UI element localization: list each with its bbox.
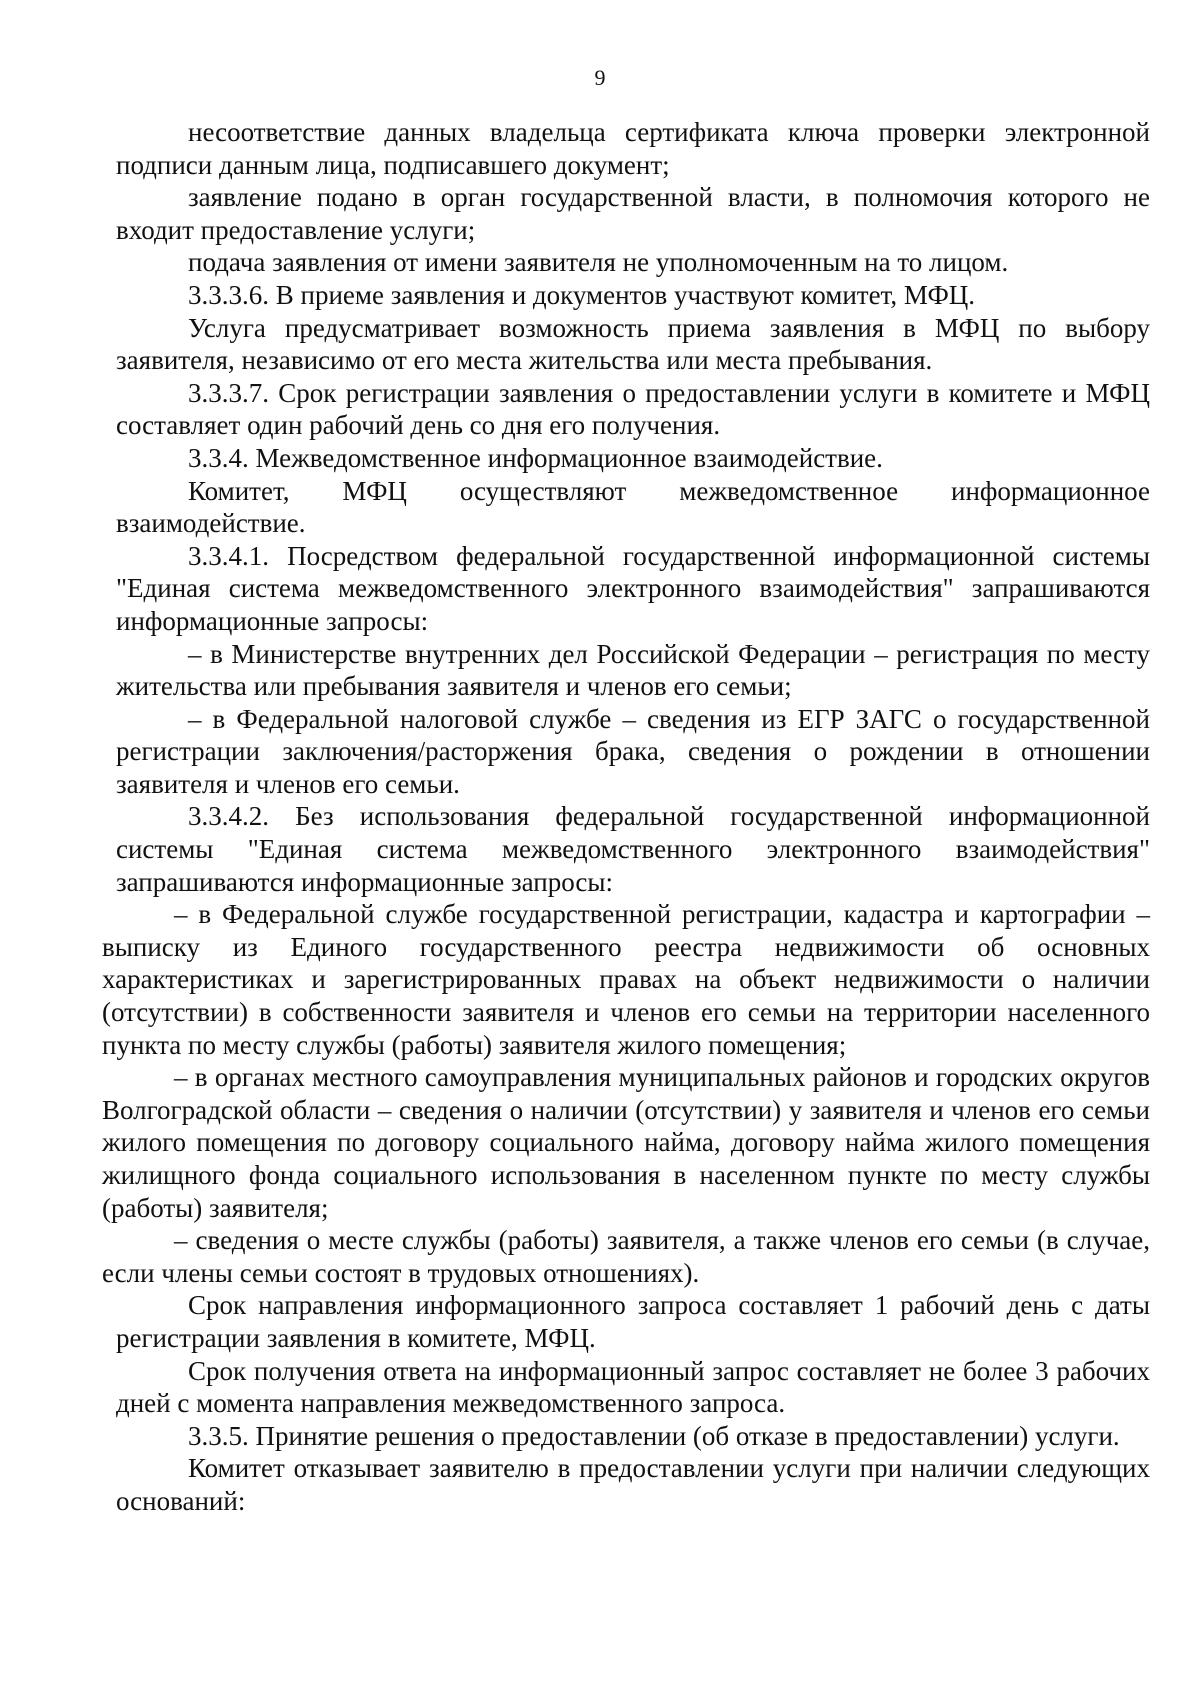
page-number: 9 (594, 65, 606, 90)
paragraph-refusal-grounds: Комитет отказывает заявителю в предоставлении услуги при наличии следующих оснований: (116, 1453, 1150, 1516)
paragraph-interagency-actors: Комитет, МФЦ осуществляют межведомственное информационное взаимодействие. (116, 475, 1150, 539)
paragraph-3-3-5: 3.3.5. Принятие решения о предоставлении (об отказе в предоставлении) услуги. (188, 1420, 1120, 1451)
paragraph-3-3-3-7: 3.3.3.7. Срок регистрации заявления о предоставлении услуги в комитете и МФЦ составляет один рабочий день со дня его получения. (116, 377, 1150, 441)
paragraph-3-3-3-6: 3.3.3.6. В приеме заявления и документов участвуют комитет, МФЦ. (188, 279, 976, 310)
paragraph-mvd-request: – в Министерстве внутренних дел Российской Федерации – регистрация по месту жительства или пребывания заявителя и членов его семьи; (116, 638, 1150, 702)
paragraph-local-government-request: – в органах местного самоуправления муниципальных районов и городских округов Волгоградской области – сведения о наличии (отсутствии) у заявителя и членов его семьи жилого помещения по договору социального найма, договору найма жилого помещения жилищного фонда социального использования в населенном пункте по месту службы (работы) заявителя; (102, 1062, 1150, 1223)
paragraph-employment-info: – сведения о месте службы (работы) заявителя, а также членов его семьи (в случае, если члены семьи состоят в трудовых отношениях). (102, 1225, 1150, 1288)
paragraph-mfc-choice: Услуга предусматривает возможность приема заявления в МФЦ по выбору заявителя, независимо от его места жительства или места пребывания. (116, 312, 1150, 376)
paragraph-3-3-4: 3.3.4. Межведомственное информационное взаимодействие. (188, 442, 883, 473)
paragraph-signature-mismatch: несоответствие данных владельца сертификата ключа проверки электронной подписи данным лица, подписавшего документ; (116, 117, 1150, 180)
paragraph-request-deadline: Срок направления информационного запроса составляет 1 рабочий день с даты регистрации заявления в комитете, МФЦ. (116, 1290, 1150, 1353)
paragraph-3-3-4-2: 3.3.4.2. Без использования федеральной государственной информационной системы "Единая система межведомственного электронного взаимодействия" запрашиваются информационные запросы: (116, 801, 1150, 897)
paragraph-unauthorized-person: подача заявления от имени заявителя не уполномоченным на то лицом. (188, 247, 1009, 278)
paragraph-3-3-4-1: 3.3.4.1. Посредством федеральной государственной информационной системы "Единая система межведомственного электронного взаимодействия" запрашиваются информационные запросы: (116, 540, 1150, 636)
paragraph-response-deadline: Срок получения ответа на информационный запрос составляет не более 3 рабочих дней с момента направления межведомственного запроса. (116, 1355, 1150, 1419)
paragraph-rosreestr-request: – в Федеральной службе государственной регистрации, кадастра и картографии – выписку из Единого государственного реестра недвижимости об основных характеристиках и зарегистрированных правах на объект недвижимости о наличии (отсутствии) в собственности заявителя и членов его семьи на территории населенного пункта по месту службы (работы) заявителя жилого помещения; (102, 899, 1150, 1060)
paragraph-tax-service-request: – в Федеральной налоговой службе – сведения из ЕГР ЗАГС о государственной регистрации заключения/расторжения брака, сведения о рождении в отношении заявителя и членов его семьи. (116, 703, 1150, 799)
paragraph-wrong-authority: заявление подано в орган государственной власти, в полномочия которого не входит предоставление услуги; (116, 182, 1150, 245)
document-body (102, 116, 1150, 1518)
